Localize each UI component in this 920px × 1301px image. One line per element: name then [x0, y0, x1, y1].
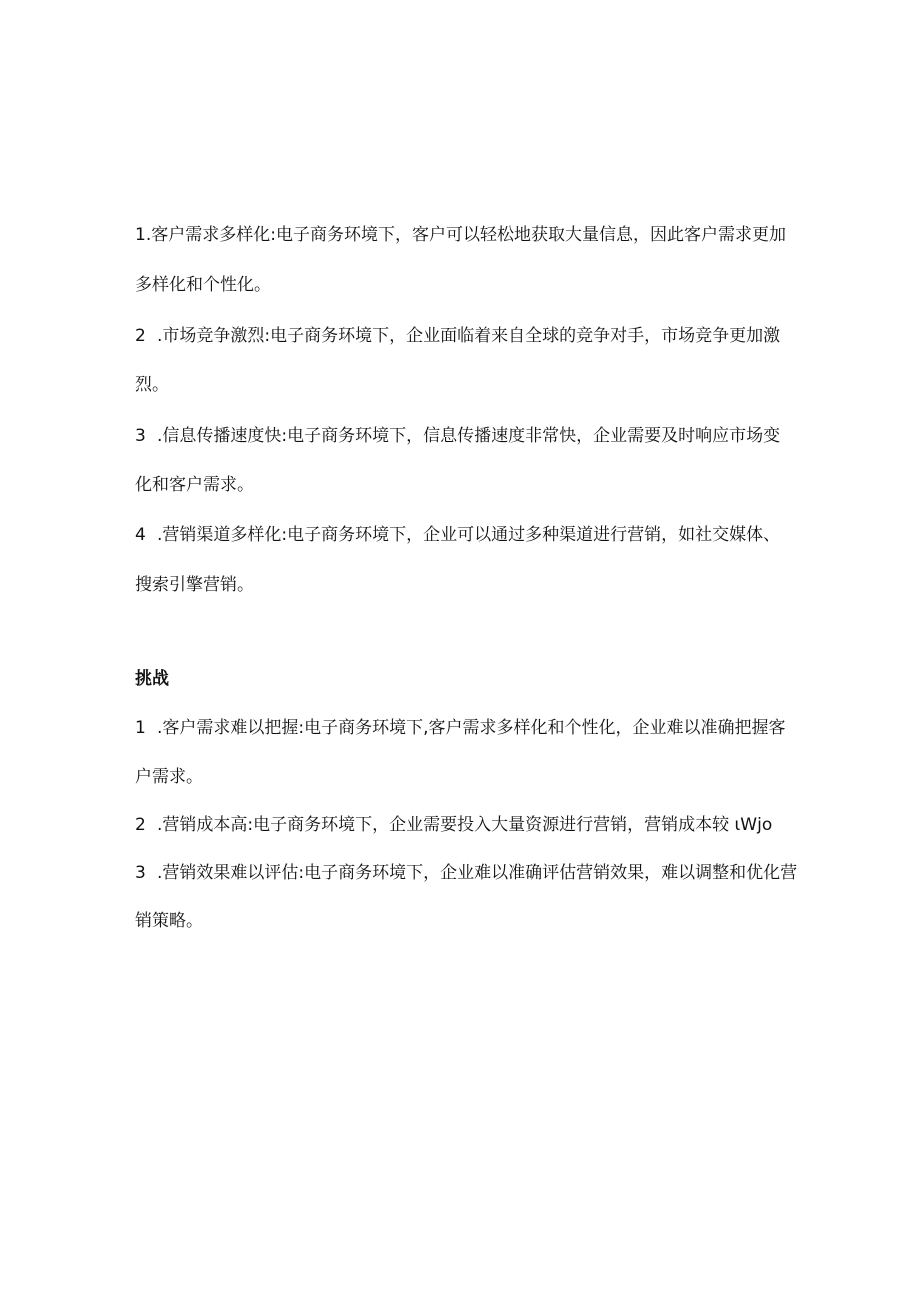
list-text: .信息传播速度快:电子商务环境下，信息传播速度非常快，企业需要及时响应市场变	[157, 426, 781, 446]
list-number: 1	[135, 225, 146, 245]
list-text: .营销效果难以评估:电子商务环境下，企业难以准确评估营销效果，难以调整和优化营	[157, 863, 798, 883]
list-text: .客户需求多样化:电子商务环境下，客户可以轻松地获取大量信息，因此客户需求更加	[145, 225, 786, 245]
opportunity-2-line2: 烈。	[135, 375, 169, 395]
list-text: .市场竞争激烈:电子商务环境下，企业面临着来自全球的竞争对手，市场竞争更加激	[157, 326, 781, 346]
challenge-1-line1	[135, 716, 786, 740]
list-text: .营销渠道多样化:电子商务环境下，企业可以通过多种渠道进行营销，如社交媒体、	[157, 525, 781, 545]
opportunity-4-line2: 搜索引擎营销。	[135, 575, 254, 595]
challenge-3-line1	[135, 861, 797, 885]
opportunity-3-line2: 化和客户需求。	[135, 475, 254, 495]
list-number: 4	[135, 525, 146, 545]
list-text: .客户需求难以把握:电子商务环境下,客户需求多样化和个性化，企业难以准确把握客	[157, 718, 786, 738]
list-number: 2	[135, 326, 146, 346]
opportunity-2-line1	[135, 324, 780, 348]
opportunity-1-line2: 多样化和个性化。	[135, 275, 271, 295]
section-heading: 挑战	[135, 669, 169, 689]
list-number: 3	[135, 863, 146, 883]
opportunity-4-line1	[135, 523, 780, 547]
challenge-3-line2: 销策略。	[135, 911, 203, 931]
challenge-2-line1	[135, 813, 772, 837]
list-text: .营销成本高:电子商务环境下，企业需要投入大量资源进行营销，营销成本较 ιWjo	[157, 815, 773, 835]
list-number: 3	[135, 426, 146, 446]
list-number: 1	[135, 718, 146, 738]
opportunity-3-line1	[135, 424, 780, 448]
list-number: 2	[135, 815, 146, 835]
challenge-1-line2: 户需求。	[135, 767, 203, 787]
opportunity-1-line1	[135, 223, 786, 247]
